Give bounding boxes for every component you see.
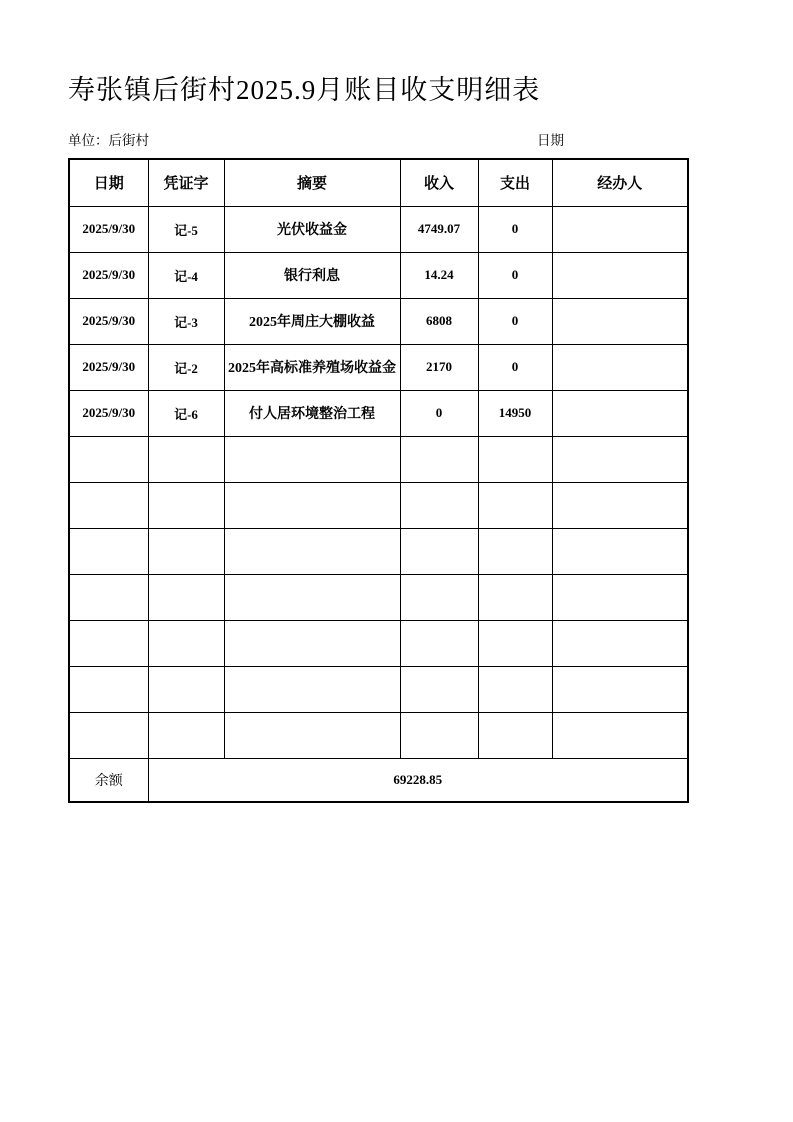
cell-handler bbox=[552, 390, 688, 436]
empty-row bbox=[69, 482, 688, 528]
cell-empty bbox=[69, 712, 148, 758]
table-row bbox=[69, 344, 688, 390]
cell-empty bbox=[552, 436, 688, 482]
cell-empty bbox=[69, 620, 148, 666]
cell-income: 6808 bbox=[400, 298, 478, 344]
cell-empty bbox=[148, 620, 224, 666]
header-expense: 支出 bbox=[478, 159, 552, 206]
cell-empty bbox=[148, 436, 224, 482]
table-row bbox=[69, 252, 688, 298]
empty-row bbox=[69, 436, 688, 482]
cell-empty bbox=[552, 574, 688, 620]
cell-date: 2025/9/30 bbox=[69, 390, 148, 436]
cell-expense: 0 bbox=[478, 206, 552, 252]
cell-empty bbox=[478, 574, 552, 620]
date-label: 日期 bbox=[537, 133, 564, 148]
cell-empty bbox=[552, 712, 688, 758]
balance-value: 69228.85 bbox=[148, 758, 688, 802]
cell-empty bbox=[224, 436, 400, 482]
unit-label: 单位：后街村 bbox=[68, 133, 149, 148]
table-header-row bbox=[69, 159, 688, 206]
header-date: 日期 bbox=[69, 159, 148, 206]
cell-empty bbox=[552, 666, 688, 712]
cell-empty bbox=[478, 712, 552, 758]
empty-row bbox=[69, 528, 688, 574]
cell-handler bbox=[552, 298, 688, 344]
cell-empty bbox=[552, 620, 688, 666]
cell-date: 2025/9/30 bbox=[69, 252, 148, 298]
cell-voucher: 记-5 bbox=[148, 206, 224, 252]
cell-empty bbox=[224, 666, 400, 712]
cell-expense: 14950 bbox=[478, 390, 552, 436]
cell-expense: 0 bbox=[478, 298, 552, 344]
empty-row bbox=[69, 574, 688, 620]
cell-empty bbox=[69, 482, 148, 528]
cell-empty bbox=[478, 666, 552, 712]
cell-empty bbox=[148, 712, 224, 758]
cell-empty bbox=[400, 666, 478, 712]
header-summary: 摘要 bbox=[224, 159, 400, 206]
cell-handler bbox=[552, 206, 688, 252]
cell-summary: 2025年高标准养殖场收益金 bbox=[224, 344, 400, 390]
cell-empty bbox=[148, 666, 224, 712]
cell-date: 2025/9/30 bbox=[69, 206, 148, 252]
cell-empty bbox=[478, 436, 552, 482]
cell-empty bbox=[224, 482, 400, 528]
cell-expense: 0 bbox=[478, 252, 552, 298]
cell-empty bbox=[148, 482, 224, 528]
cell-voucher: 记-2 bbox=[148, 344, 224, 390]
cell-date: 2025/9/30 bbox=[69, 298, 148, 344]
cell-income: 0 bbox=[400, 390, 478, 436]
cell-summary: 2025年周庄大棚收益 bbox=[224, 298, 400, 344]
empty-row bbox=[69, 620, 688, 666]
page-title: 寿张镇后街村2025.9月账目收支明细表 bbox=[68, 75, 541, 105]
cell-expense: 0 bbox=[478, 344, 552, 390]
empty-row bbox=[69, 712, 688, 758]
header-income: 收入 bbox=[400, 159, 478, 206]
footer-row bbox=[69, 758, 688, 802]
cell-summary: 付人居环境整治工程 bbox=[224, 390, 400, 436]
balance-label: 余额 bbox=[69, 758, 148, 802]
cell-empty bbox=[400, 482, 478, 528]
cell-empty bbox=[400, 620, 478, 666]
cell-income: 2170 bbox=[400, 344, 478, 390]
cell-empty bbox=[148, 574, 224, 620]
cell-empty bbox=[69, 528, 148, 574]
cell-empty bbox=[69, 436, 148, 482]
cell-empty bbox=[224, 574, 400, 620]
cell-empty bbox=[400, 712, 478, 758]
cell-date: 2025/9/30 bbox=[69, 344, 148, 390]
cell-voucher: 记-3 bbox=[148, 298, 224, 344]
table-row bbox=[69, 298, 688, 344]
cell-empty bbox=[224, 620, 400, 666]
cell-empty bbox=[148, 528, 224, 574]
cell-income: 4749.07 bbox=[400, 206, 478, 252]
cell-empty bbox=[400, 528, 478, 574]
cell-empty bbox=[478, 528, 552, 574]
cell-empty bbox=[224, 528, 400, 574]
cell-voucher: 记-6 bbox=[148, 390, 224, 436]
header-handler: 经办人 bbox=[552, 159, 688, 206]
cell-empty bbox=[400, 574, 478, 620]
table-row bbox=[69, 206, 688, 252]
cell-empty bbox=[552, 482, 688, 528]
header-voucher: 凭证字 bbox=[148, 159, 224, 206]
cell-voucher: 记-4 bbox=[148, 252, 224, 298]
empty-row bbox=[69, 666, 688, 712]
cell-empty bbox=[552, 528, 688, 574]
cell-summary: 银行利息 bbox=[224, 252, 400, 298]
cell-empty bbox=[224, 712, 400, 758]
cell-empty bbox=[478, 620, 552, 666]
cell-empty bbox=[400, 436, 478, 482]
cell-empty bbox=[478, 482, 552, 528]
cell-empty bbox=[69, 574, 148, 620]
cell-handler bbox=[552, 252, 688, 298]
cell-income: 14.24 bbox=[400, 252, 478, 298]
table-row bbox=[69, 390, 688, 436]
cell-summary: 光伏收益金 bbox=[224, 206, 400, 252]
cell-handler bbox=[552, 344, 688, 390]
cell-empty bbox=[69, 666, 148, 712]
account-table bbox=[68, 158, 689, 803]
